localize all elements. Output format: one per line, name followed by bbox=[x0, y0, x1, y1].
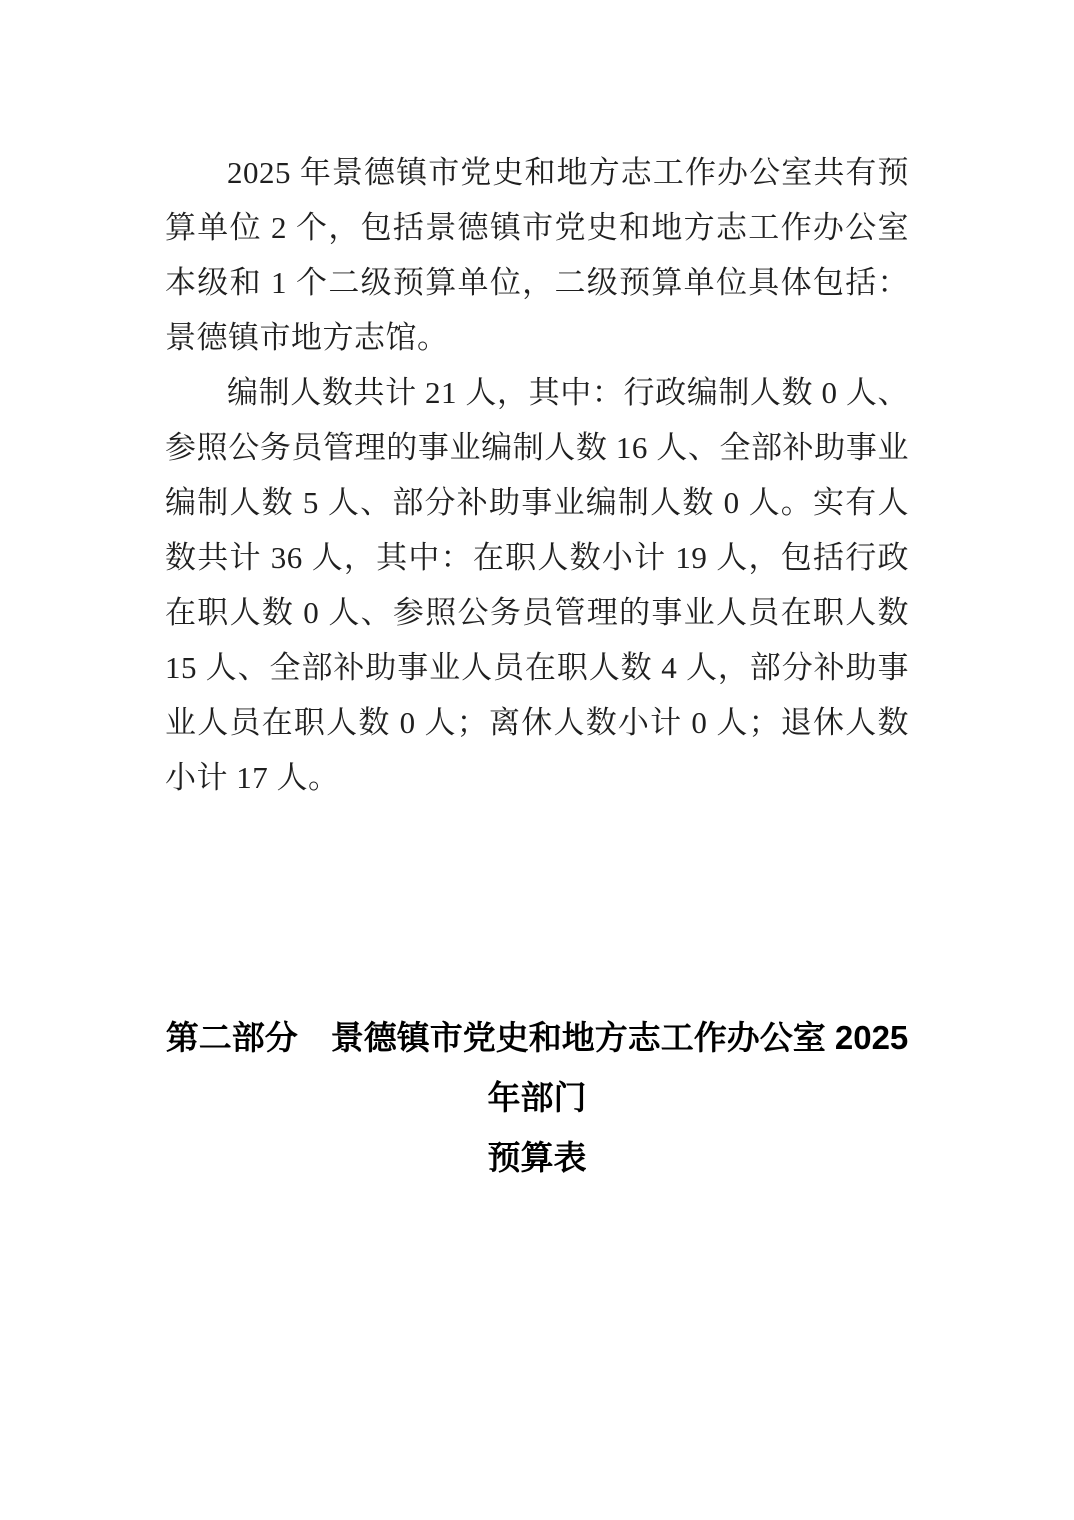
document-body bbox=[165, 145, 909, 1188]
section-heading-line2: 预算表 bbox=[487, 1139, 587, 1176]
paragraph-staffing-figures: 编制人数共计 21 人，其中：行政编制人数 0 人、参照公务员管理的事业编制人数 16 人、全部补助事业编制人数 5 人、部分补助事业编制人数 0 人。实有人数共计 36 人，其中：在职人数小计 19 人，包括行政在职人数 0 人、参照公务员管理的事业人员在职人数 15 人、全部补助事业人员在职人数 4 人，部分补助事业人员在职人数 0 人；离休人数小计 0 人；退休人数小计 17 人。 bbox=[165, 375, 909, 795]
paragraph-budget-units: 2025 年景德镇市党史和地方志工作办公室共有预算单位 2 个，包括景德镇市党史和地方志工作办公室本级和 1 个二级预算单位，二级预算单位具体包括：景德镇市地方志馆。 bbox=[165, 155, 909, 355]
section-heading-line1: 第二部分 景德镇市党史和地方志工作办公室 2025 年部门 bbox=[165, 1019, 909, 1116]
section-heading-part2 bbox=[165, 1008, 909, 1188]
